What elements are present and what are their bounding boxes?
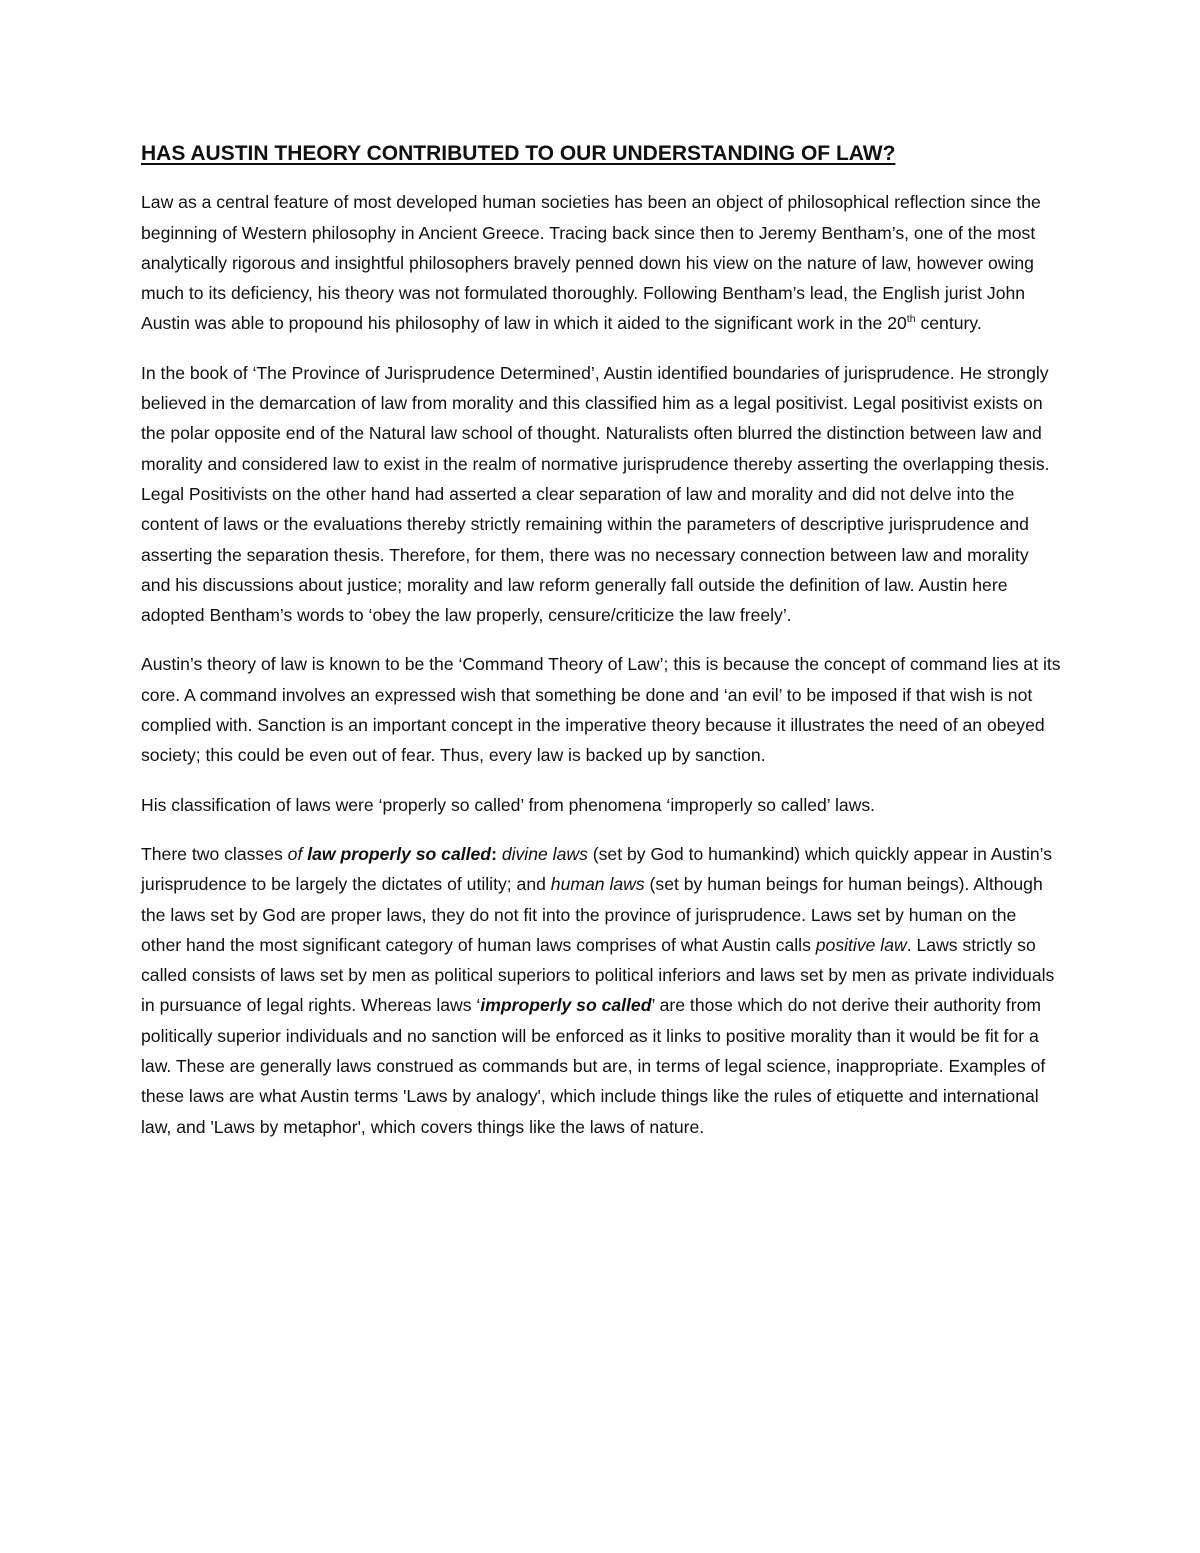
bold-italic-span xyxy=(480,995,651,1015)
text-span: . Laws strictly so called consists of laws set by men as political superiors to political inferiors and laws set by men as private individuals in pursuance of legal rights. Whereas laws ‘ xyxy=(141,934,1055,1016)
text-span: ’ are those which do not derive their authority from politically superior individuals and no sanction will be enforced as it links to positive morality than it would be fit for a law. These are generally laws construed as commands but are, in terms of legal science, inappropriate. Examples of these laws are what Austin terms 'Laws by analogy', which include things like the rules of etiquette and international law, and 'Laws by metaphor', which covers things like the laws of nature. xyxy=(141,995,1046,1137)
emphasis-law-properly-so-called: law properly so called xyxy=(307,843,492,864)
italic-span: of xyxy=(287,843,308,864)
bold-colon: : xyxy=(491,843,502,864)
paragraph-introduction xyxy=(141,187,1061,338)
paragraph-province-of-jurisprudence: In the book of ‘The Province of Jurisprudence Determined’, Austin identified boundaries of jurisprudence. He strongly believed in the demarcation of law from morality and this classified him as a legal positivist. Legal positivist exists on the polar opposite end of the Natural law school of thought. Naturalists often blurred the distinction between law and morality and considered law to exist in the realm of normative jurisprudence thereby asserting the overlapping thesis. Legal Positivists on the other hand had asserted a clear separation of law and morality and did not delve into the content of laws or the evaluations thereby strictly remaining within the parameters of descriptive jurisprudence and asserting the separation thesis. Therefore, for them, there was no necessary connection between law and morality and his discussions about justice; morality and law reform generally fall outside the definition of law. Austin here adopted Bentham’s words to ‘obey the law properly, censure/criticize the law freely’. xyxy=(141,362,1050,626)
text-span: (set by human beings for human beings). Although the laws set by God are proper laws, they do not fit into the province of jurisprudence. Laws set by human on the other hand the most significant category of human laws comprises of what Austin calls xyxy=(141,874,1043,955)
text-span: (set by God to humankind) which quickly appear in Austin’s jurisprudence to be largely the dictates of utility; and xyxy=(141,843,1053,895)
emphasis-improperly-so-called: improperly so called xyxy=(480,995,652,1016)
text-span: There two classes xyxy=(141,843,288,864)
paragraph-introduction-end: century. xyxy=(915,313,982,334)
paragraph-introduction-text: Law as a central feature of most developed human societies has been an object of philosophical reflection since the beginning of Western philosophy in Ancient Greece. Tracing back since then to Jeremy Bentham’s, one of the most analytically rigorous and insightful philosophers bravely penned down his view on the nature of law, however owing much to its deficiency, his theory was not formulated thoroughly. Following Bentham’s lead, the English jurist John Austin was able to propound his philosophy of law in which it aided to the significant work in the 20 xyxy=(141,192,1041,334)
emphasis-positive-law: positive law xyxy=(815,934,907,955)
emphasis-divine-laws: divine laws xyxy=(501,843,588,864)
bold-italic-span xyxy=(307,844,491,864)
paragraph-command-theory: Austin’s theory of law is known to be the ‘Command Theory of Law’; this is because the concept of command lies at its core. A command involves an expressed wish that something be done and ‘an evil’ to be imposed if that wish is not complied with. Sanction is an important concept in the imperative theory because it illustrates the need of an obeyed society; this could be even out of fear. Thus, every law is backed up by sanction. xyxy=(141,654,1061,766)
ordinal-superscript: th xyxy=(906,313,916,326)
paragraph-classes-of-law xyxy=(141,839,1061,1142)
document-title: HAS AUSTIN THEORY CONTRIBUTED TO OUR UNDERSTANDING OF LAW? xyxy=(141,142,896,165)
emphasis-human-laws: human laws xyxy=(550,874,645,895)
document-body xyxy=(141,140,1061,1142)
paragraph-classification: His classification of laws were ‘properly so called’ from phenomena ‘improperly so called’ laws. xyxy=(141,794,876,815)
